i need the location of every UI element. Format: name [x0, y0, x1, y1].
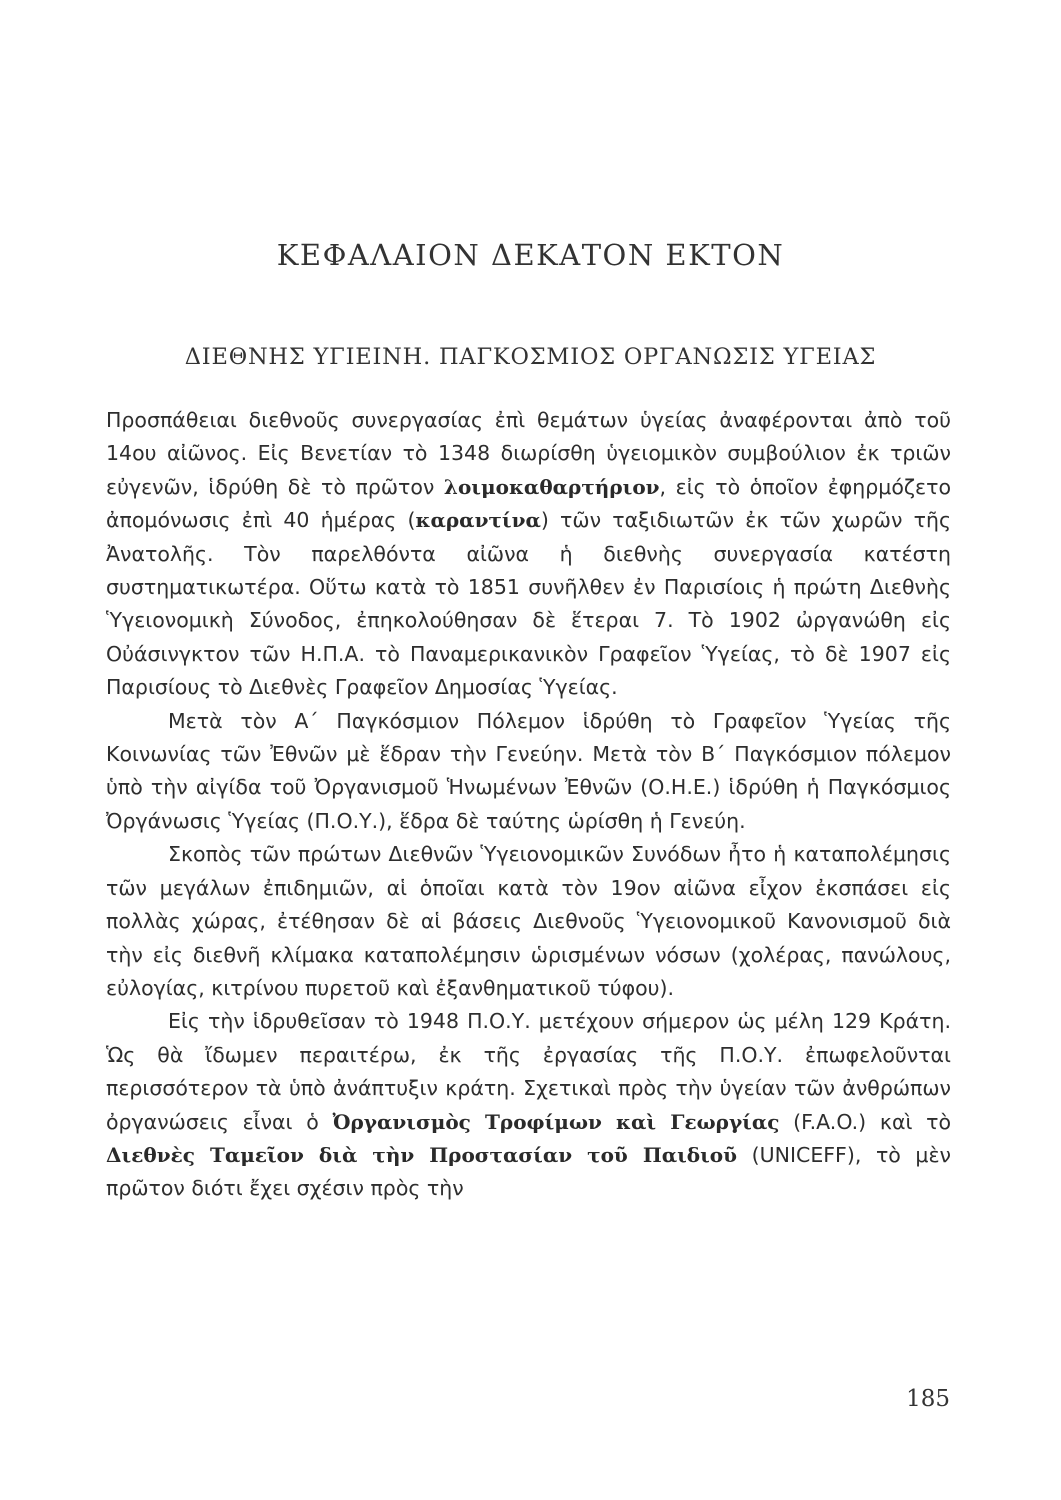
term-fao: Ὀργανισμὸς Τροφίμων καὶ Γεωργίας — [332, 1109, 780, 1134]
paragraph-3: Σκοπὸς τῶν πρώτων Διεθνῶν Ὑγειονομικῶν Συνόδων ἦτο ἡ καταπολέμησις τῶν μεγάλων ἐπιδημιῶν, αἱ ὁποῖαι κατὰ τὸν 19ον αἰῶνα εἶχον ἐκσπάσει εἰς πολλὰς χώρας, ἐτέθησαν δὲ αἱ βάσεις Διεθνοῦς Ὑγειονομικοῦ Κανονισμοῦ διὰ τὴν εἰς διεθνῆ κλίμακα καταπολέμησιν ὡρισμένων νόσων (χολέρας, πανώλους, εὐλογίας, κιτρίνου πυρετοῦ καὶ ἐξανθηματικοῦ τύφου). — [106, 842, 951, 1000]
paragraph-2: Μετὰ τὸν Α΄ Παγκόσμιον Πόλεμον ἱδρύθη τὸ Γραφεῖον Ὑγείας τῆς Κοινωνίας τῶν Ἐθνῶν μὲ ἕδραν τὴν Γενεύην. Μετὰ τὸν Β΄ Παγκόσμιον πόλεμον ὑπὸ τὴν αἰγίδα τοῦ Ὀργανισμοῦ Ἡνωμένων Ἐθνῶν (Ο.Η.Ε.) ἱδρύθη ἡ Παγκόσμιος Ὀργάνωσις Ὑγείας (Π.Ο.Υ.), ἕδρα δὲ ταύτης ὡρίσθη ἡ Γενεύη. — [106, 708, 951, 833]
chapter-title: ΚΕΦΑΛΑΙΟΝ ΔΕΚΑΤΟΝ ΕΚΤΟΝ — [276, 238, 785, 272]
paragraph-1-text-1: Προσπάθειαι διεθνοῦς συνεργασίας ἐπὶ θεμάτων ὑγείας ἀναφέρονται ἀπὸ τοῦ 14ου αἰῶνος. Εἰς Βενετίαν τὸ 1348 διωρίσθη ὑγειομικὸν συμβούλιον ἐκ τριῶν εὐγενῶν, ἱδρύθη δὲ τὸ πρῶτον — [106, 408, 951, 499]
term-quarantine: καραντίνα — [415, 508, 541, 533]
body-text — [106, 404, 951, 1206]
paragraph-1-text-3: ) τῶν ταξιδιωτῶν ἐκ τῶν χωρῶν τῆς Ἀνατολῆς. Τὸν παρελθόντα αἰῶνα ἡ διεθνὴς συνεργασία κατέστη συστηματικωτέρα. Οὕτω κατὰ τὸ 1851 συνῆλθεν ἐν Παρισίοις ἡ πρώτη Διεθνὴς Ὑγειονομικὴ Σύνοδος, ἐπηκολούθησαν δὲ ἕτεραι 7. Τὸ 1902 ὠργανώθη εἰς Οὐάσινγκτον τῶν Η.Π.Α. τὸ Παναμερικανικὸν Γραφεῖον Ὑγείας, τὸ δὲ 1907 εἰς Παρισίους τὸ Διεθνὲς Γραφεῖον Δημοσίας Ὑγείας. — [106, 508, 951, 700]
paragraph-4-text-2: (F.A.O.) καὶ τὸ — [779, 1109, 951, 1134]
page-number: 185 — [906, 1386, 950, 1412]
paragraph-4-text-3: (UNICEFF), τὸ μὲν πρῶτον διότι ἔχει σχέσιν πρὸς τὴν — [106, 1142, 951, 1201]
term-unicef: Διεθνὲς Ταμεῖον διὰ τὴν Προστασίαν τοῦ Παιδιοῦ — [106, 1142, 738, 1167]
term-quarantine-station: λοιμοκαθαρτήριον — [443, 474, 660, 499]
paragraph-1-text-2: , εἰς τὸ ὁποῖον ἐφηρμόζετο ἀπομόνωσις ἐπὶ 40 ἡμέρας ( — [106, 474, 952, 533]
section-title: ΔΙΕΘΝΗΣ ΥΓΙΕΙΝΗ. ΠΑΓΚΟΣΜΙΟΣ ΟΡΓΑΝΩΣΙΣ ΥΓΕΙΑΣ — [184, 344, 877, 370]
paragraph-1 — [106, 404, 951, 705]
paragraph-4-text-1: Εἰς τὴν ἱδρυθεῖσαν τὸ 1948 Π.Ο.Υ. μετέχουν σήμερον ὡς μέλη 129 Κράτη. Ὡς θὰ ἴδωμεν περαιτέρω, ἐκ τῆς ἐργασίας τῆς Π.Ο.Υ. ἐπωφελοῦνται περισσότερον τὰ ὑπὸ ἀνάπτυξιν κράτη. Σχετικαὶ πρὸς τὴν ὑγείαν τῶν ἀνθρώπων ὀργανώσεις εἶναι ὁ — [106, 1009, 951, 1134]
paragraph-4 — [106, 1005, 951, 1205]
